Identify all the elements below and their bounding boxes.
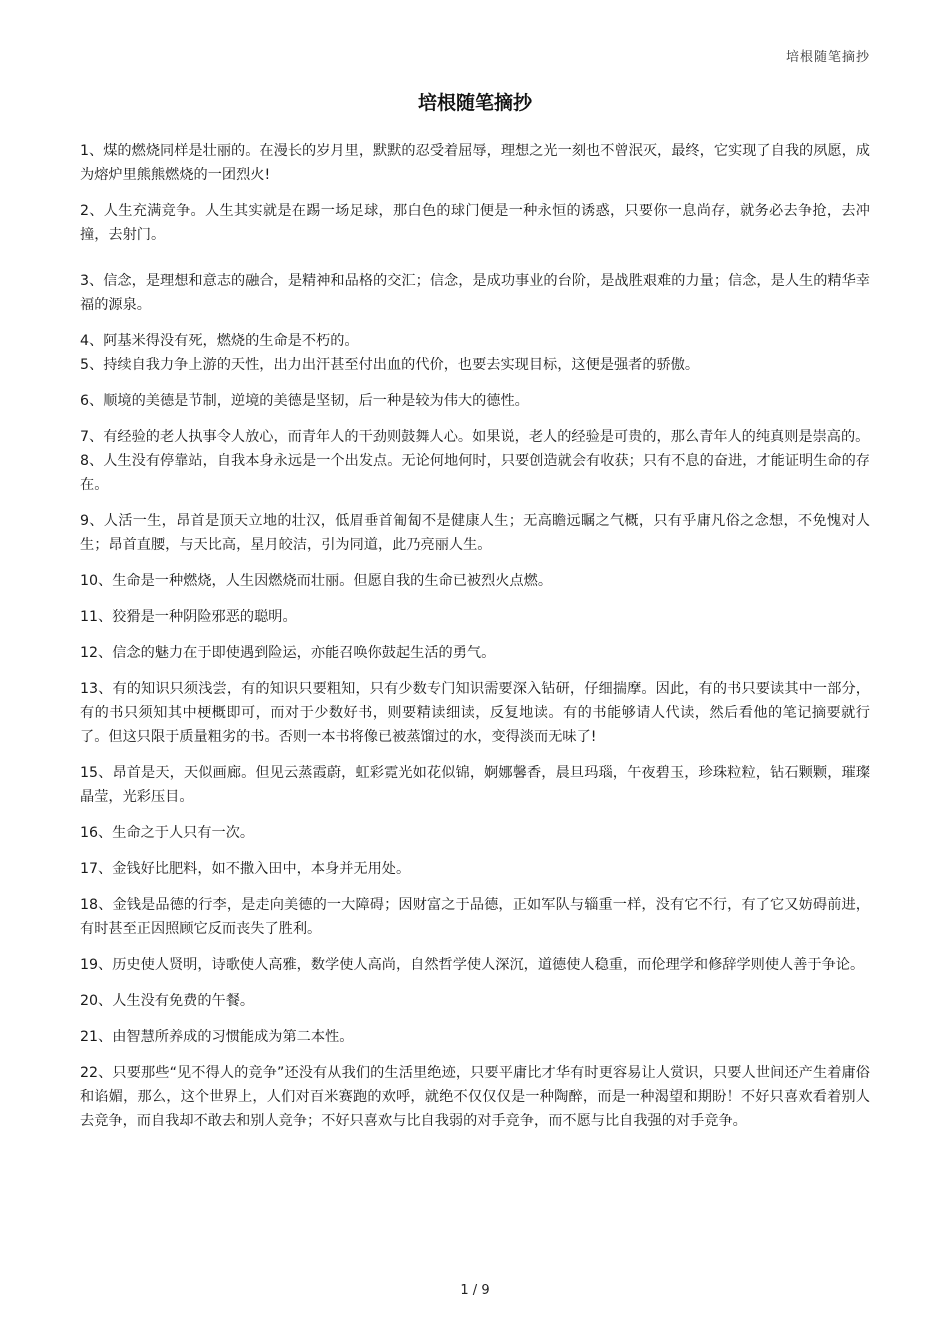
paragraph-11: 11、狡猾是一种阴险邪恶的聪明。 [80,609,297,625]
running-header: 培根随笔摘抄 [785,50,870,65]
paragraph-7: 7、有经验的老人执事令人放心，而青年人的干劲则鼓舞人心。如果说，老人的经验是可贵的，那么青年人的纯真则是崇高的。 [80,429,870,445]
paragraph-3: 3、信念，是理想和意志的融合，是精神和品格的交汇；信念，是成功事业的台阶，是战胜艰难的力量；信念，是人生的精华幸福的源泉。 [80,273,870,313]
paragraph-16: 16、生命之于人只有一次。 [80,825,255,841]
paragraph-2: 2、人生充满竞争。人生其实就是在踢一场足球，那白色的球门便是一种永恒的诱惑，只要你一息尚存，就务必去争抢，去冲撞，去射门。 [80,203,870,243]
paragraph-22: 22、只要那些“见不得人的竞争”还没有从我们的生活里绝迹，只要平庸比才华有时更容易让人赏识，只要人世间还产生着庸俗和谄媚，那么，这个世界上，人们对百米赛跑的欢呼，就绝不仅仅仅是一种陶醉，而是一种渴望和期盼！不好只喜欢看着别人去竞争，而自我却不敢去和别人竞争；不好只喜欢与比自我弱的对手竞争，而不愿与比自我强的对手竞争。 [80,1065,870,1129]
paragraph-19: 19、历史使人贤明，诗歌使人高雅，数学使人高尚，自然哲学使人深沉，道德使人稳重，而伦理学和修辞学则使人善于争论。 [80,957,865,973]
paragraph-12: 12、信念的魅力在于即使遇到险运，亦能召唤你鼓起生活的勇气。 [80,645,496,661]
paragraph-18: 18、金钱是品德的行李，是走向美德的一大障碍；因财富之于品德，正如军队与辎重一样，没有它不行，有了它又妨碍前进，有时甚至正因照顾它反而丧失了胜利。 [80,897,870,937]
paragraph-20: 20、人生没有免费的午餐。 [80,993,255,1009]
paragraph-6: 6、顺境的美德是节制，逆境的美德是坚韧，后一种是较为伟大的德性。 [80,393,529,409]
paragraph-9: 9、人活一生，昂首是顶天立地的壮汉，低眉垂首匍匐不是健康人生；无高瞻远瞩之气概，只有乎庸凡俗之念想，不免愧对人生；昂首直腰，与天比高，星月皎洁，引为同道，此乃亮丽人生。 [80,513,870,553]
paragraph-17: 17、金钱好比肥料，如不撒入田中，本身并无用处。 [80,861,411,877]
document-title: 培根随笔摘抄 [417,92,532,114]
paragraph-21: 21、由智慧所养成的习惯能成为第二本性。 [80,1029,354,1045]
paragraph-4: 4、阿基米得没有死，燃烧的生命是不朽的。 [80,333,359,349]
document-body [80,139,870,1145]
page-number: 1 / 9 [460,1283,490,1298]
paragraph-15: 15、昂首是天，天似画廊。但见云蒸霞蔚，虹彩霓光如花似锦，婀娜馨香，晨旦玛瑙，午夜碧玉，珍珠粒粒，钻石颗颗，璀璨晶莹，光彩压目。 [80,765,870,805]
paragraph-1: 1、煤的燃烧同样是壮丽的。在漫长的岁月里，默默的忍受着屈辱，理想之光一刻也不曾泯灭，最终，它实现了自我的夙愿，成为熔炉里熊熊燃烧的一团烈火! [80,143,870,183]
paragraph-10: 10、生命是一种燃烧，人生因燃烧而壮丽。但愿自我的生命已被烈火点燃。 [80,573,553,589]
paragraph-5: 5、持续自我力争上游的天性，出力出汗甚至付出血的代价，也要去实现目标，这便是强者的骄傲。 [80,357,700,373]
paragraph-8: 8、人生没有停靠站，自我本身永远是一个出发点。无论何地何时，只要创造就会有收获；只有不息的奋进，才能证明生命的存在。 [80,453,870,493]
paragraph-13: 13、有的知识只须浅尝，有的知识只要粗知，只有少数专门知识需要深入钻研，仔细揣摩。因此，有的书只要读其中一部分，有的书只须知其中梗概即可，而对于少数好书，则要精读细读，反复地读。有的书能够请人代读，然后看他的笔记摘要就行了。但这只限于质量粗劣的书。否则一本书将像已被蒸馏过的水，变得淡而无味了! [80,681,870,745]
